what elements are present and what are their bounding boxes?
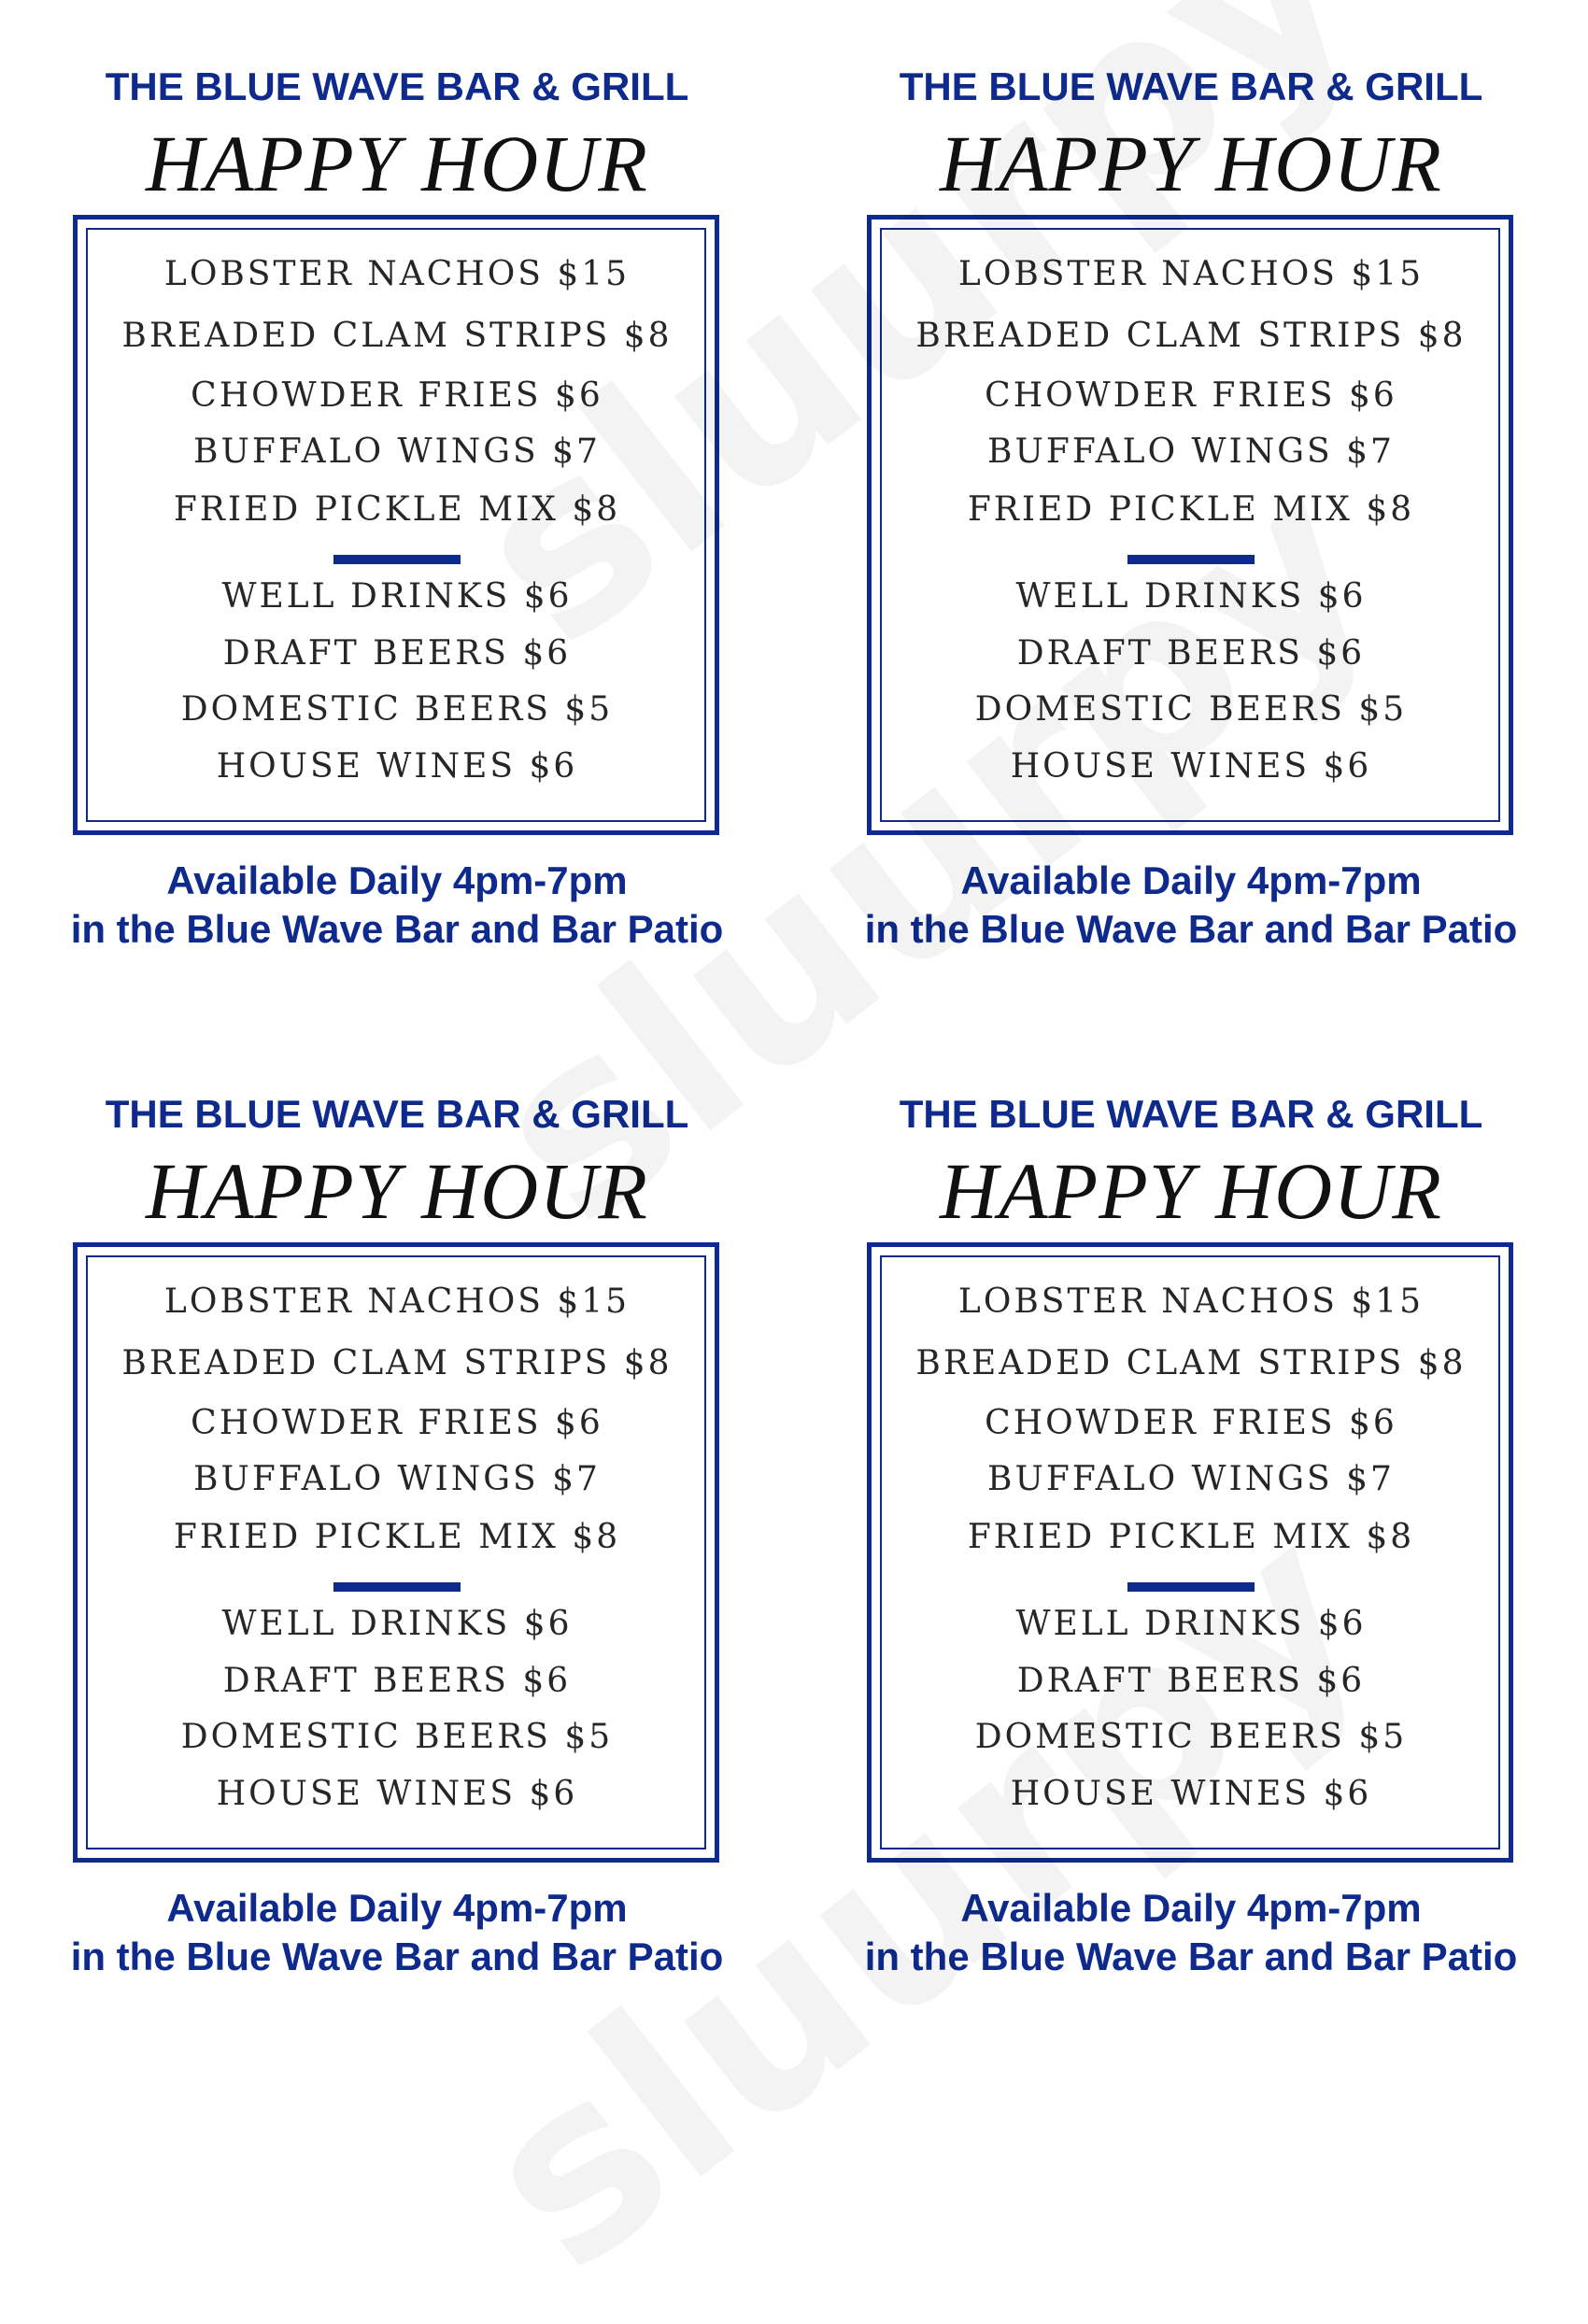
menu-item: FRIED PICKLE MIX $8 <box>173 490 621 529</box>
happy-hour-card-bottom-right <box>794 1027 1588 2055</box>
menu-item: BREADED CLAM STRIPS $8 <box>915 1344 1467 1382</box>
menu-item: HOUSE WINES $6 <box>1010 1775 1372 1813</box>
section-divider <box>333 555 461 564</box>
availability-text: Available Daily 4pm-7pm <box>166 858 628 902</box>
brand-name: THE BLUE WAVE BAR & GRILL <box>899 64 1483 108</box>
availability-text: Available Daily 4pm-7pm <box>960 1886 1422 1930</box>
menu-item: BUFFALO WINGS $7 <box>987 432 1395 471</box>
happy-hour-title: HAPPY HOUR <box>940 119 1442 208</box>
location-text: in the Blue Wave Bar and Bar Patio <box>70 1934 724 1978</box>
menu-item: WELL DRINKS $6 <box>221 577 573 616</box>
menu-item: LOBSTER NACHOS $15 <box>163 255 631 293</box>
menu-item: HOUSE WINES $6 <box>1010 747 1372 786</box>
happy-hour-title: HAPPY HOUR <box>940 1146 1442 1236</box>
menu-item: BREADED CLAM STRIPS $8 <box>121 1344 673 1382</box>
menu-item: BREADED CLAM STRIPS $8 <box>915 317 1467 355</box>
happy-hour-title: HAPPY HOUR <box>146 1146 648 1236</box>
menu-item: LOBSTER NACHOS $15 <box>957 255 1425 293</box>
happy-hour-card-top-right <box>794 0 1588 1027</box>
location-text: in the Blue Wave Bar and Bar Patio <box>70 907 724 951</box>
section-divider <box>333 1582 461 1592</box>
menu-item: DRAFT BEERS $6 <box>1016 1662 1366 1700</box>
menu-item: BUFFALO WINGS $7 <box>193 1460 601 1498</box>
location-text: in the Blue Wave Bar and Bar Patio <box>864 907 1518 951</box>
menu-item: FRIED PICKLE MIX $8 <box>173 1518 621 1556</box>
menu-item: CHOWDER FRIES $6 <box>191 1404 603 1442</box>
availability-text: Available Daily 4pm-7pm <box>960 858 1422 902</box>
brand-name: THE BLUE WAVE BAR & GRILL <box>105 64 689 108</box>
menu-item: DRAFT BEERS $6 <box>222 634 572 673</box>
menu-item: WELL DRINKS $6 <box>221 1605 573 1643</box>
menu-item: BREADED CLAM STRIPS $8 <box>121 317 673 355</box>
availability-text: Available Daily 4pm-7pm <box>166 1886 628 1930</box>
happy-hour-title: HAPPY HOUR <box>146 119 648 208</box>
happy-hour-card-bottom-left <box>0 1027 794 2055</box>
menu-item: HOUSE WINES $6 <box>216 1775 578 1813</box>
menu-item: BUFFALO WINGS $7 <box>987 1460 1395 1498</box>
menu-item: CHOWDER FRIES $6 <box>985 376 1397 415</box>
brand-name: THE BLUE WAVE BAR & GRILL <box>105 1092 689 1136</box>
brand-name: THE BLUE WAVE BAR & GRILL <box>899 1092 1483 1136</box>
section-divider <box>1127 555 1255 564</box>
menu-item: HOUSE WINES $6 <box>216 747 578 786</box>
menu-item: LOBSTER NACHOS $15 <box>957 1282 1425 1321</box>
menu-item: FRIED PICKLE MIX $8 <box>967 1518 1415 1556</box>
menu-item: DOMESTIC BEERS $5 <box>974 1718 1408 1756</box>
menu-item: WELL DRINKS $6 <box>1015 577 1367 616</box>
menu-item: DRAFT BEERS $6 <box>1016 634 1366 673</box>
menu-item: BUFFALO WINGS $7 <box>193 432 601 471</box>
menu-item: WELL DRINKS $6 <box>1015 1605 1367 1643</box>
menu-item: DOMESTIC BEERS $5 <box>180 690 614 729</box>
location-text: in the Blue Wave Bar and Bar Patio <box>864 1934 1518 1978</box>
menu-item: DOMESTIC BEERS $5 <box>180 1718 614 1756</box>
menu-item: DRAFT BEERS $6 <box>222 1662 572 1700</box>
menu-item: LOBSTER NACHOS $15 <box>163 1282 631 1321</box>
section-divider <box>1127 1582 1255 1592</box>
menu-item: CHOWDER FRIES $6 <box>985 1404 1397 1442</box>
menu-item: DOMESTIC BEERS $5 <box>974 690 1408 729</box>
menu-item: FRIED PICKLE MIX $8 <box>967 490 1415 529</box>
menu-item: CHOWDER FRIES $6 <box>191 376 603 415</box>
happy-hour-card-top-left <box>0 0 794 1027</box>
